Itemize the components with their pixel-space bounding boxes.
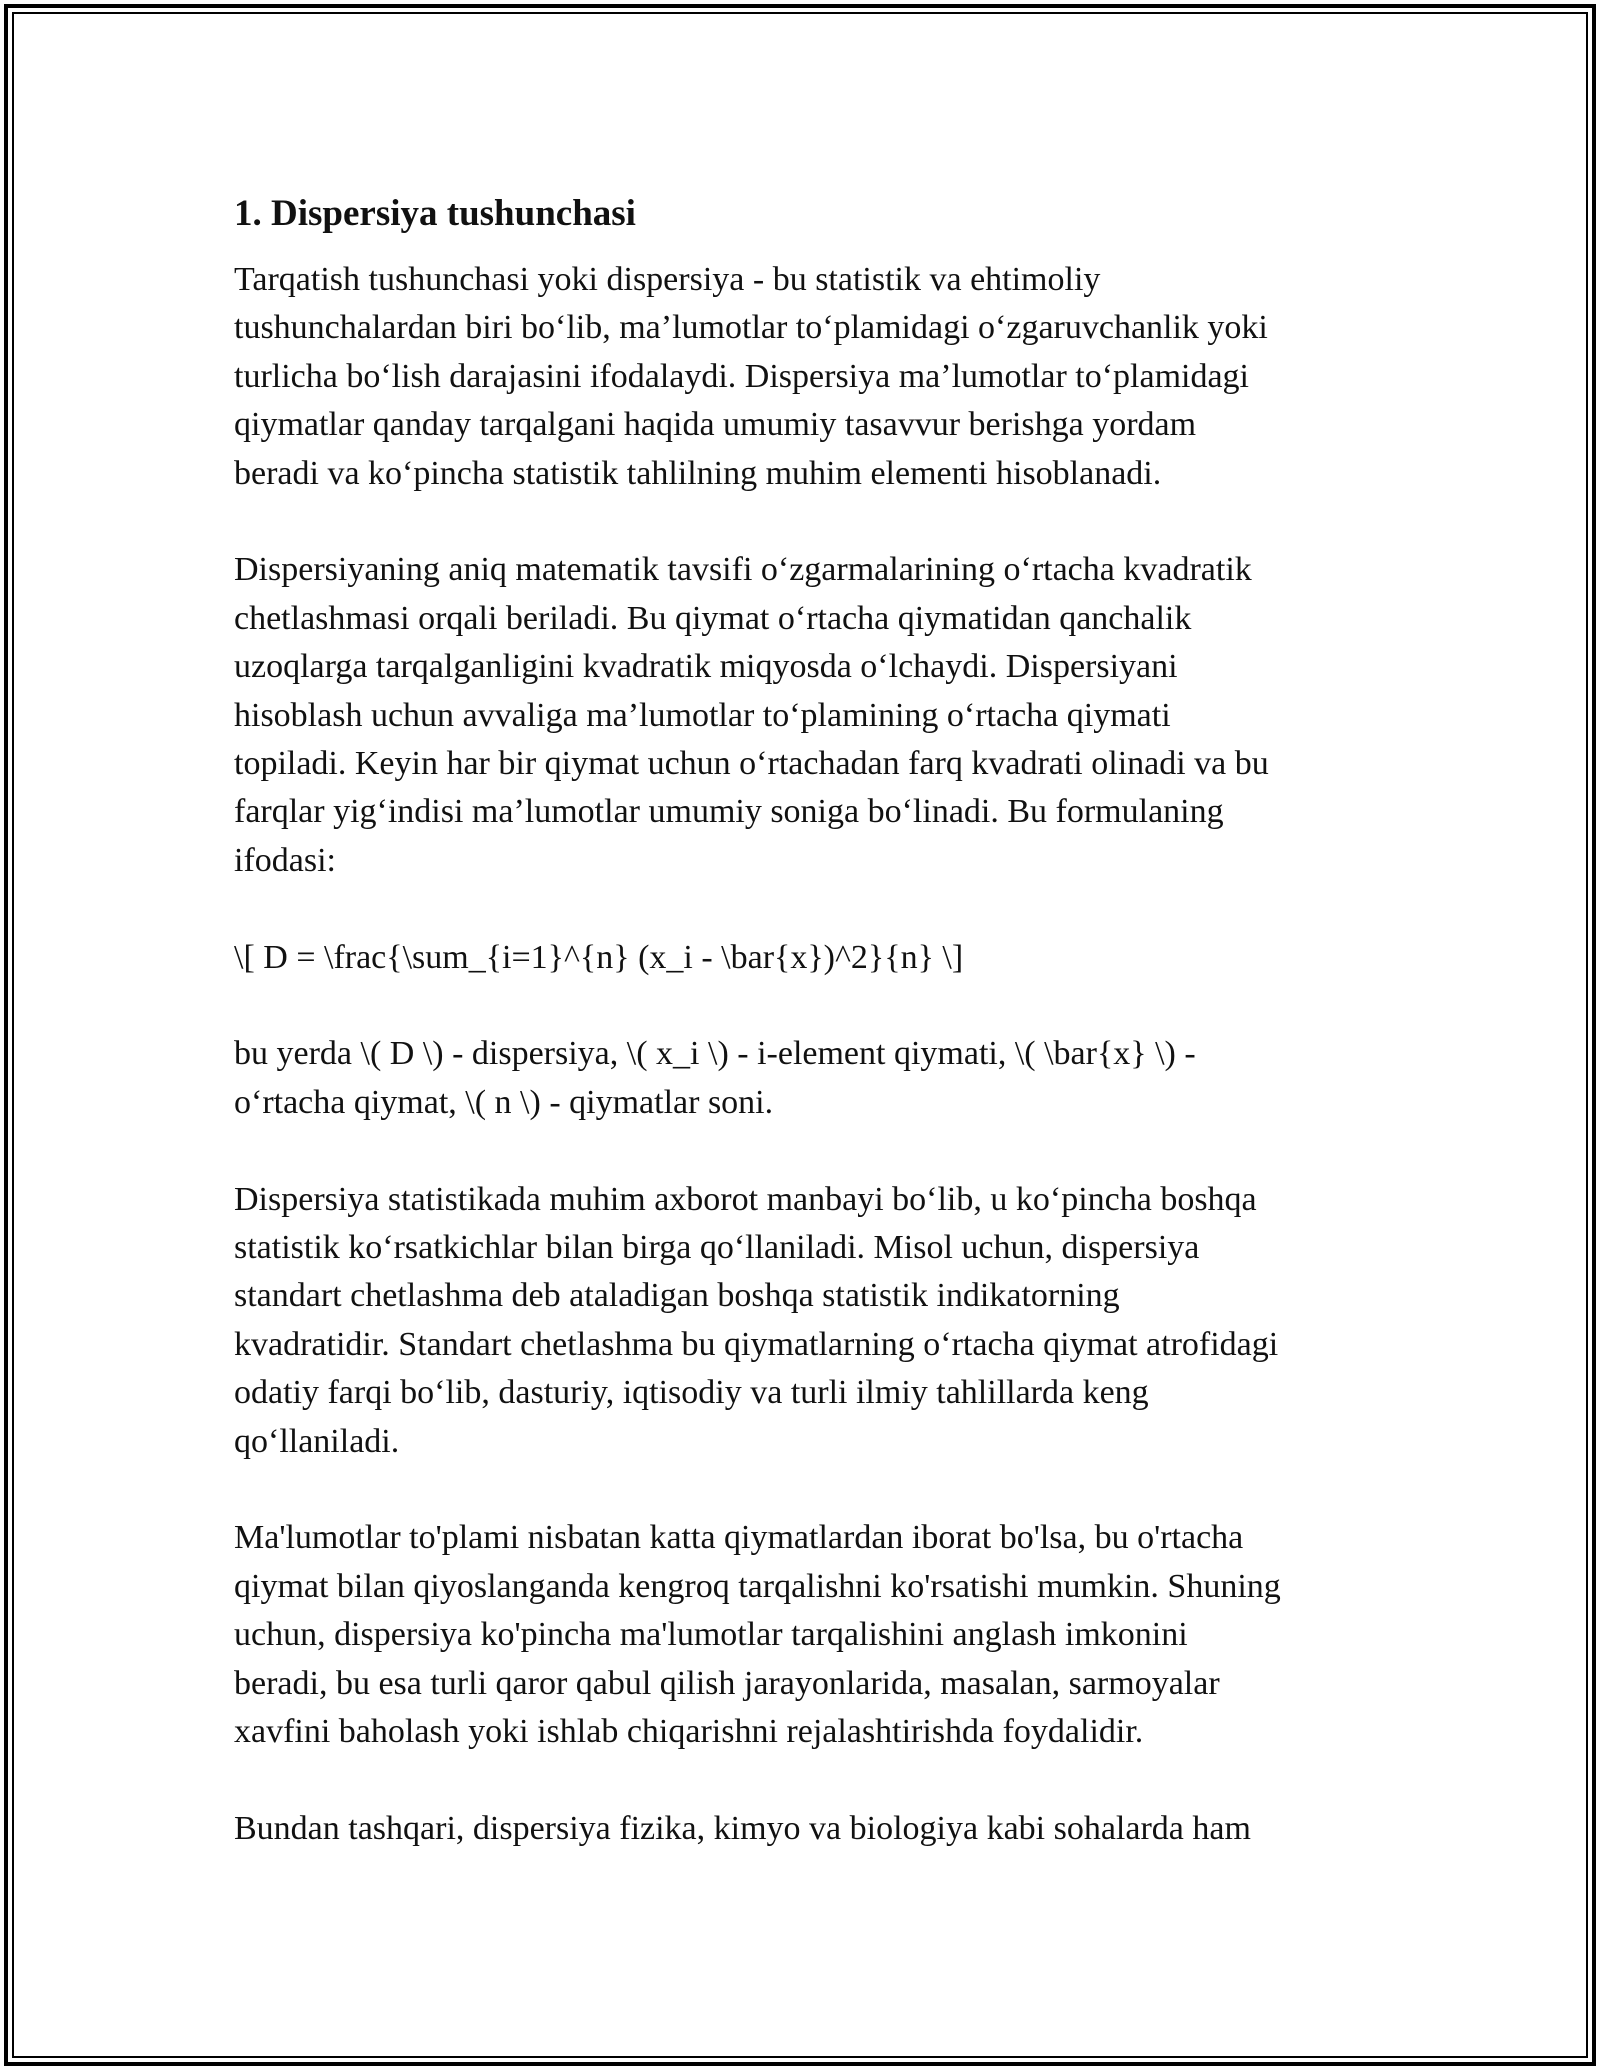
text-line: qiymatlar qanday tarqalgani haqida umumiy tasavvur berishga yordam	[234, 406, 1197, 444]
formula-text: \[ D = \frac{\sum_{i=1}^{n} (x_i - \bar{x})^2}{n} \]	[234, 938, 964, 976]
text-line: turlicha bo‘lish darajasini ifodalaydi. Dispersiya ma’lumotlar to‘plamidagi	[234, 357, 1250, 395]
paragraph-standard-deviation	[234, 1176, 1374, 1466]
text-line: Ma'lumotlar to'plami nisbatan katta qiymatlardan iborat bo'lsa, bu o'rtacha	[234, 1519, 1244, 1557]
text-line: kvadratidir. Standart chetlashma bu qiymatlarning o‘rtacha qiymat atrofidagi	[234, 1325, 1279, 1363]
text-line: hisoblash uchun avvaliga ma’lumotlar to‘plamining o‘rtacha qiymati	[234, 696, 1171, 734]
text-line: o‘rtacha qiymat, \( n \) - qiymatlar soni.	[234, 1083, 774, 1121]
text-line: topiladi. Keyin har bir qiymat uchun o‘rtachadan farq kvadrati olinadi va bu	[234, 745, 1269, 783]
document-body	[234, 188, 1374, 1902]
text-line: Dispersiyaning aniq matematik tavsifi o‘zgarmalarining o‘rtacha kvadratik	[234, 551, 1252, 589]
text-line: odatiy farqi bo‘lib, dasturiy, iqtisodiy va turli ilmiy tahlillarda keng	[234, 1374, 1149, 1412]
text-line: Tarqatish tushunchasi yoki dispersiya - bu statistik va ehtimoliy	[234, 261, 1101, 298]
text-line: uzoqlarga tarqalganligini kvadratik miqyosda o‘lchaydi. Dispersiyani	[234, 648, 1178, 686]
paragraph-definition	[234, 546, 1374, 885]
text-line: xavfini baholash yoki ishlab chiqarishni rejalashtirishda foydalidir.	[234, 1713, 1144, 1751]
text-line: uchun, dispersiya ko'pincha ma'lumotlar tarqalishini anglash imkonini	[234, 1616, 1188, 1654]
text-line: tushunchalardan biri bo‘lib, ma’lumotlar to‘plamidagi o‘zgaruvchanlik yoki	[234, 309, 1268, 347]
text-line: Bundan tashqari, dispersiya fizika, kimyo va biologiya kabi sohalarda ham	[234, 1809, 1251, 1847]
paragraph-other-fields	[234, 1805, 1374, 1853]
text-line: statistik ko‘rsatkichlar bilan birga qo‘llaniladi. Misol uchun, dispersiya	[234, 1229, 1200, 1267]
text-line: bu yerda \( D \) - dispersiya, \( x_i \) - i-element qiymati, \( \bar{x} \) -	[234, 1035, 1196, 1073]
text-line: beradi, bu esa turli qaror qabul qilish jarayonlarida, masalan, sarmoyalar	[234, 1664, 1220, 1702]
text-line: ifodasi:	[234, 841, 336, 879]
section-heading: 1. Dispersiya tushunchasi	[234, 193, 636, 234]
paragraph-formula-legend	[234, 1030, 1374, 1127]
text-line: beradi va ko‘pincha statistik tahlilning muhim elementi hisoblanadi.	[234, 454, 1162, 492]
paragraph-intro	[234, 256, 1374, 498]
text-line: qo‘llaniladi.	[234, 1422, 400, 1460]
text-line: chetlashmasi orqali beriladi. Bu qiymat o‘rtacha qiymatidan qanchalik	[234, 599, 1192, 637]
text-line: Dispersiya statistikada muhim axborot manbayi bo‘lib, u ko‘pincha boshqa	[234, 1180, 1257, 1218]
paragraph-spread	[234, 1514, 1374, 1756]
text-line: farqlar yig‘indisi ma’lumotlar umumiy soniga bo‘linadi. Bu formulaning	[234, 793, 1224, 831]
text-line: qiymat bilan qiyoslanganda kengroq tarqalishni ko'rsatishi mumkin. Shuning	[234, 1567, 1281, 1605]
formula-line	[234, 934, 1374, 982]
text-line: standart chetlashma deb ataladigan boshqa statistik indikatorning	[234, 1277, 1120, 1315]
